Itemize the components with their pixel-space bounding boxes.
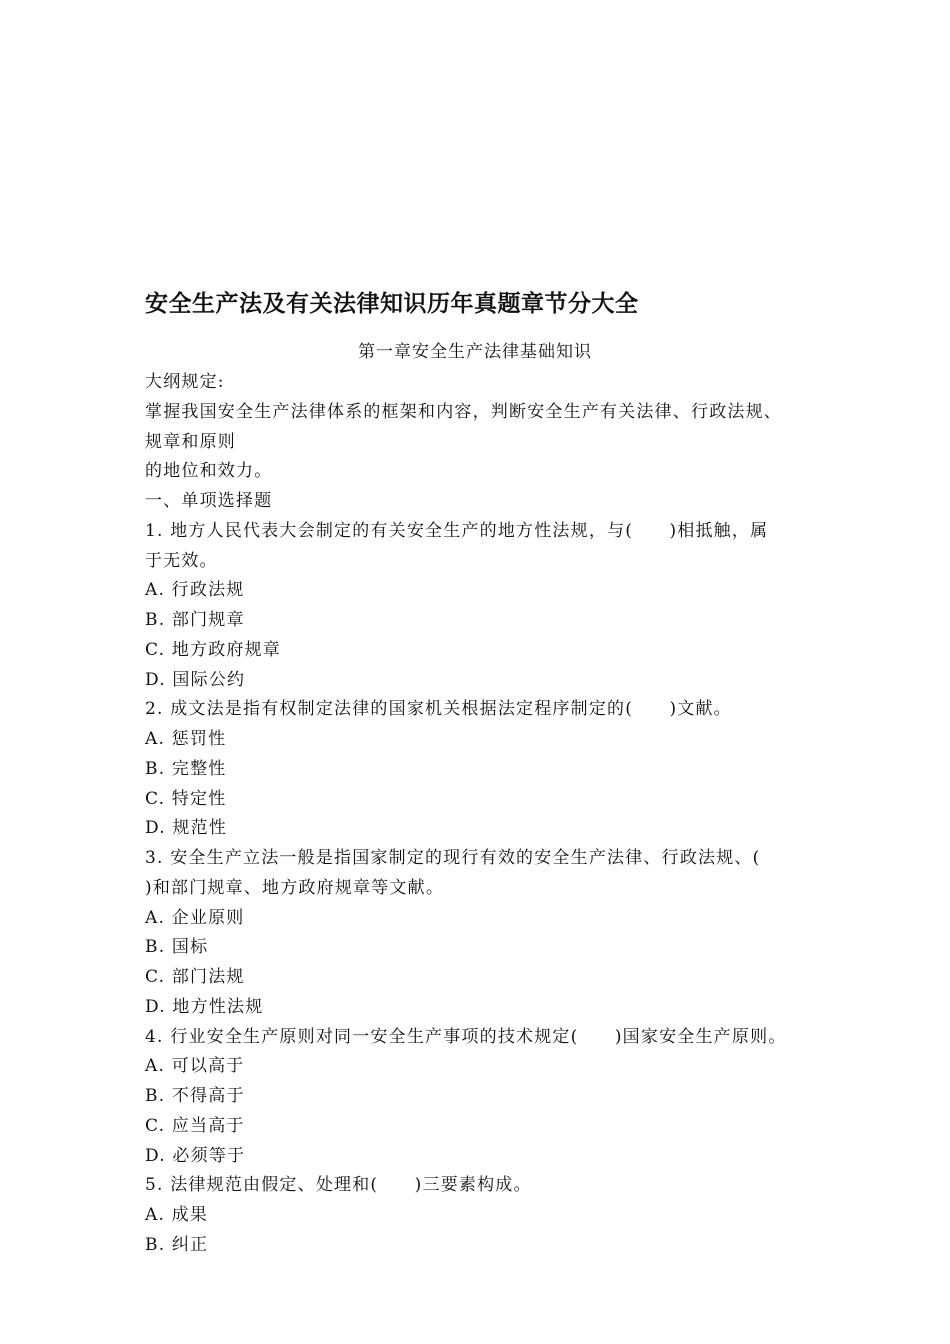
question-text: 1. 地方人民代表大会制定的有关安全生产的地方性法规，与( )相抵触，属: [145, 520, 769, 541]
question-text: 于无效。: [145, 550, 218, 571]
outline-label: 大纲规定:: [145, 372, 225, 392]
answer-option: C. 特定性: [145, 788, 227, 809]
answer-option: B. 国标: [145, 937, 209, 958]
answer-option: B. 不得高于: [145, 1086, 245, 1106]
answer-option: D. 地方性法规: [145, 996, 264, 1017]
answer-option: B. 纠正: [145, 1234, 209, 1255]
answer-option: D. 规范性: [145, 818, 228, 839]
answer-option: B. 部门规章: [145, 610, 245, 630]
section-heading: 一、单项选择题: [145, 491, 273, 511]
document-title: 安全生产法及有关法律知识历年真题章节分大全: [145, 291, 639, 317]
answer-option: B. 完整性: [145, 758, 227, 779]
question-text: 2. 成文法是指有权制定法律的国家机关根据法定程序制定的( )文献。: [145, 699, 732, 720]
answer-option: A. 惩罚性: [145, 729, 227, 749]
answer-option: D. 国际公约: [145, 669, 246, 690]
answer-option: A. 行政法规: [145, 580, 245, 601]
outline-text-line: 的地位和效力。: [145, 461, 273, 482]
question-text: 3. 安全生产立法一般是指国家制定的现行有效的安全生产法律、行政法规、(: [145, 848, 761, 868]
question-text: )和部门规章、地方政府规章等文献。: [145, 877, 445, 898]
document-body: [145, 368, 835, 1261]
answer-option: C. 部门法规: [145, 967, 245, 987]
chapter-heading: 第一章安全生产法律基础知识: [358, 342, 592, 362]
outline-text-line: 掌握我国安全生产法律体系的框架和内容，判断安全生产有关法律、行政法规、: [145, 401, 782, 422]
answer-option: A. 企业原则: [145, 907, 245, 928]
question-text: 4. 行业安全生产原则对同一安全生产事项的技术规定( )国家安全生产原则。: [145, 1026, 787, 1047]
answer-option: C. 应当高于: [145, 1115, 245, 1136]
answer-option: D. 必须等于: [145, 1145, 246, 1166]
answer-option: A. 成果: [145, 1205, 209, 1225]
question-text: 5. 法律规范由假定、处理和( )三要素构成。: [145, 1175, 532, 1196]
outline-text-line: 规章和原则: [145, 431, 236, 452]
answer-option: A. 可以高于: [145, 1056, 245, 1077]
answer-option: C. 地方政府规章: [145, 639, 282, 660]
